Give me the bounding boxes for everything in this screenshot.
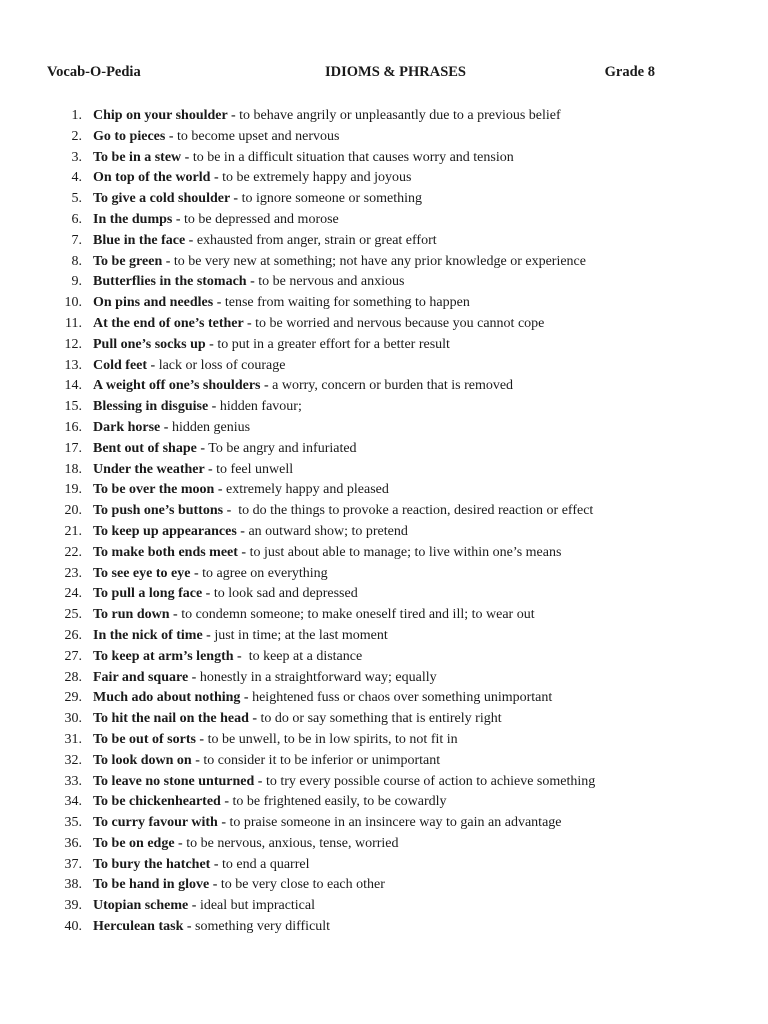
item-entry [93,272,404,293]
idiom-definition: to be depressed and morose [180,211,339,227]
idiom-definition: hidden favour; [216,399,302,415]
idiom-definition: an outward show; to pretend [244,523,408,539]
idiom-definition: to be very new at something; not have any prior knowledge or experience [170,253,586,269]
idiom-definition: tense from waiting for something to happen [221,295,470,311]
item-number: 26. [64,627,82,643]
idiom-definition: to feel unwell [212,461,294,477]
idiom-term: To keep up appearances - [93,523,245,539]
item-entry [93,293,470,314]
item-number: 21. [64,523,82,539]
item-number: 14. [64,378,82,394]
item-entry [93,501,593,522]
item-number: 40. [64,919,82,935]
item-number: 28. [64,669,82,685]
item-number: 15. [64,399,82,415]
item-entry [93,751,440,772]
item-entry [93,376,513,397]
item-number: 11. [65,315,82,331]
item-entry [93,168,411,189]
idiom-definition: to be nervous and anxious [254,274,405,290]
idiom-definition: to do the things to provoke a reaction, desired reaction or effect [231,503,594,519]
item-entry [93,314,544,335]
idiom-definition: something very difficult [191,919,331,935]
idiom-term: To be chickenhearted - [93,794,229,810]
item-entry [93,397,302,418]
idiom-definition: to keep at a distance [241,648,363,664]
idiom-definition: to just about able to manage; to live within one’s means [246,544,562,560]
idiom-term: To bury the hatchet - [93,856,219,872]
idiom-definition: to behave angrily or unpleasantly due to a previous belief [235,108,561,123]
idiom-definition: to be unwell, to be in low spirits, to not fit in [204,731,458,747]
idiom-term: Utopian scheme - [93,898,197,914]
item-number: 6. [71,211,82,227]
item-number: 29. [64,690,82,706]
item-number: 13. [64,357,82,373]
idiom-definition: to be extremely happy and joyous [218,170,412,186]
idiom-term: To see eye to eye - [93,565,199,581]
idiom-term: To push one’s buttons - [93,503,232,519]
idiom-definition: to be very close to each other [217,877,385,893]
idiom-definition: exhausted from anger, strain or great effort [193,232,437,248]
item-number: 4. [71,170,82,186]
item-number: 39. [64,898,82,914]
idiom-definition: to be in a difficult situation that causes worry and tension [189,149,514,165]
item-entry [93,917,330,938]
item-entry [93,896,315,917]
item-number: 32. [64,752,82,768]
idiom-definition: to condemn someone; to make oneself tired and ill; to wear out [177,607,535,623]
idiom-term: To be in a stew - [93,149,190,165]
idiom-term: Under the weather - [93,461,213,477]
idiom-term: Blue in the face - [93,232,194,248]
idiom-definition: to be frightened easily, to be cowardly [228,794,447,810]
item-entry [93,252,586,273]
item-number: 17. [64,440,82,456]
idiom-definition: just in time; at the last moment [210,627,388,643]
item-number: 19. [64,482,82,498]
item-number: 3. [71,149,82,165]
item-entry [93,460,293,481]
item-number: 18. [64,461,82,477]
idiom-definition: to try every possible course of action to achieve something [262,773,596,789]
item-number: 31. [64,731,82,747]
item-entry [93,189,422,210]
idiom-definition: hidden genius [168,419,251,435]
idiom-definition: to put in a greater effort for a better result [213,336,450,352]
idiom-term: Dark horse - [93,419,169,435]
item-number: 30. [64,711,82,727]
item-number: 33. [64,773,82,789]
item-entry [93,584,358,605]
idiom-term: To keep at arm’s length - [93,648,242,664]
item-number: 34. [64,794,82,810]
idiom-term: To give a cold shoulder - [93,191,239,207]
item-entry [93,688,552,709]
idiom-term: Herculean task - [93,919,192,935]
item-number: 22. [64,544,82,560]
idiom-definition: to praise someone in an insincere way to gain an advantage [226,815,562,831]
item-entry [93,772,595,793]
idiom-definition: to be nervous, anxious, tense, worried [182,835,399,851]
idiom-term: To run down - [93,607,178,623]
item-number: 1. [71,108,82,123]
idiom-term: Bent out of shape - [93,440,206,456]
idiom-term: To be hand in glove - [93,877,218,893]
item-entry [93,875,385,896]
idiom-definition: heightened fuss or chaos over something unimportant [248,690,553,706]
idiom-definition: to be worried and nervous because you cannot cope [251,315,545,331]
item-number: 8. [71,253,82,269]
item-entry [93,855,309,876]
idiom-definition: to ignore someone or something [238,191,423,207]
item-number: 12. [64,336,82,352]
item-entry [93,439,357,460]
item-number: 23. [64,565,82,581]
idiom-term: Cold feet - [93,357,156,373]
item-entry [93,730,458,751]
idiom-term: To hit the nail on the head - [93,711,258,727]
item-entry [93,210,339,231]
idiom-definition: extremely happy and pleased [222,482,389,498]
item-number: 25. [64,607,82,623]
item-entry [93,106,561,127]
item-entry [93,647,362,668]
idiom-definition: To be angry and infuriated [205,440,357,456]
idiom-definition: a worry, concern or burden that is removed [268,378,514,394]
item-entry [93,356,285,377]
item-entry [93,813,562,834]
item-number: 36. [64,835,82,851]
idiom-term: Fair and square - [93,669,197,685]
idiom-term: Blessing in disguise - [93,399,217,415]
item-number: 38. [64,877,82,893]
idiom-term: To leave no stone unturned - [93,773,263,789]
idiom-definition: ideal but impractical [196,898,315,914]
idiom-term: To be out of sorts - [93,731,205,747]
idiom-term: On top of the world - [93,170,219,186]
idiom-term: To be green - [93,253,171,269]
idiom-term: Pull one’s socks up - [93,336,214,352]
idiom-term: To be over the moon - [93,482,223,498]
header-grade: Grade 8 [604,64,655,80]
item-number: 2. [71,128,82,144]
idiom-definition: to agree on everything [198,565,328,581]
idiom-definition: to do or say something that is entirely right [257,711,502,727]
item-entry [93,335,450,356]
item-number: 9. [71,274,82,290]
item-number: 37. [64,856,82,872]
item-number: 10. [64,295,82,311]
idiom-term: In the nick of time - [93,627,211,643]
idiom-term: On pins and needles - [93,295,222,311]
item-number: 35. [64,815,82,831]
item-entry [93,668,437,689]
idiom-term: To look down on - [93,752,200,768]
item-entry [93,148,514,169]
idiom-term: To pull a long face - [93,586,211,602]
header-title: IDIOMS & PHRASES [325,64,466,80]
idiom-term: A weight off one’s shoulders - [93,378,269,394]
item-entry [93,127,340,148]
item-entry [93,605,535,626]
item-number: 5. [71,191,82,207]
item-number: 27. [64,648,82,664]
idiom-definition: to end a quarrel [218,856,310,872]
idiom-definition: honestly in a straightforward way; equally [196,669,437,685]
idiom-term: To make both ends meet - [93,544,247,560]
item-entry [93,522,408,543]
idiom-term: Butterflies in the stomach - [93,274,255,290]
item-entry [93,834,399,855]
idiom-definition: to consider it to be inferior or unimportant [199,752,441,768]
item-entry [93,626,388,647]
idiom-term: To be on edge - [93,835,183,851]
item-entry [93,480,389,501]
idiom-term: In the dumps - [93,211,181,227]
idiom-term: At the end of one’s tether - [93,315,252,331]
item-entry [93,792,447,813]
idiom-definition: lack or loss of courage [155,357,286,373]
item-entry [93,231,437,252]
item-entry [93,418,250,439]
idiom-term: To curry favour with - [93,815,226,831]
item-entry [93,709,502,730]
item-entry [93,543,561,564]
idiom-definition: to look sad and depressed [210,586,358,602]
item-entry [93,564,328,585]
idiom-term: Much ado about nothing - [93,690,249,706]
idiom-term: Chip on your shoulder - [93,108,236,123]
idiom-definition: to become upset and nervous [173,128,340,144]
item-number: 7. [71,232,82,248]
idiom-term: Go to pieces - [93,128,174,144]
item-number: 16. [64,419,82,435]
item-number: 24. [64,586,82,602]
item-number: 20. [64,503,82,519]
header-site-name: Vocab-O-Pedia [47,64,141,80]
page-header [47,64,655,84]
